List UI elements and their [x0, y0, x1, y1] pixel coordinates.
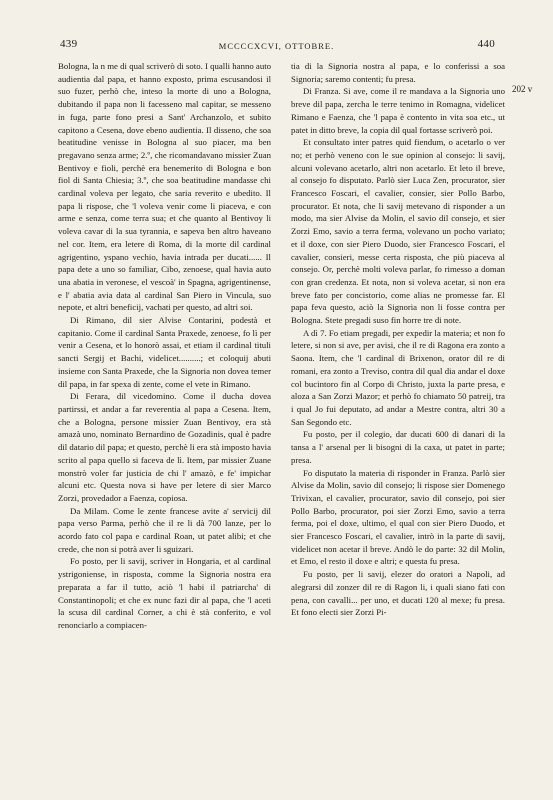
- right-column: [291, 60, 505, 619]
- paragraph: Bologna, la n me di qual scriverò di soto. I qualli hanno auto audientia dal papa, et hanno exposto, prima escusandosi il suo fuzer, perhò che, inteso la morte di uno a Bologna, dubitando il papa non li facesseno mal capitar, se messeno in fuga, parte fono presi a Sant' Archanzolo, et subito capitono a Cesena, dove ebeno audientia. Il disseno, che soa beatitudine venisse in Bologna al suo piacer, ma ben pregavano senza arme; 2.º, che ricomandavano missier Zuan Bentivoy e fioli, perchè era benemerito di Bologna e bon fiol di Santa Chiesia; 3.º, che soa beatitudine mandasse chi cardinal voleva per legato, che saria reverito e ubedito. Il papa li rispose, che 'l voleva venir come li piaceva, e con arme e senza, come terra sua; et che quanto al Bentivoy li voleva cavar di la sua tyrannia, e sapeva ben altro haveano nel cor. Item, era letere di Roma, di la morte dil cardinal agrigentino, yspano vechio, havia intrada per ducati...... Il papa dete a uno so familiar, Cibo, zenoese, qual havia auto una abatia in veronese, el vescoà' in Spagna, agrigentinense, e l' abatia avia data al cardinal San Piero in Vincula, suo nepote, et altri beneficij, vachati per questo, ad altri soi.: [58, 61, 271, 313]
- paragraph: Fo posto, per li savij, scriver in Hongaria, et al cardinal ystrigoniense, in risposta, comme la Signoria nostra era preparata a far il tutto, aciò 'l habi il patriarcha' di Constantinopoli; et che ex nunc fazi dir al papa, che 'l aceti la scusa dil cardinal Corner, a chi è stà conferito, e vol renonciarlo a compiacen-: [58, 556, 271, 630]
- paragraph: Di Ferara, dil vicedomino. Come il ducha dovea partirssi, et andar a far reverentia al papa a Cesena. Item, che a Bologna, persone missier Zuan Bentivoy, era stà amazà uno, nominato Bernardino de Gozadinis, qual è padre dil datario dil papa; et questo, perchè li era stà imposto havia scrito al papa quello si faceva de lì. Item, par missier Zuane monstrò voler far justicia de chi l' amazò, e fe' impichar alcuni etc. Questa nova si have per letere di sier Marco Zorzi, provedador a Faenza, copiosa.: [58, 391, 271, 503]
- paragraph: A dì 7. Fo etiam pregadi, per expedir la materia; et non fo letere, si non si ave, per avisi, che il re di Ragona era zonto a Saona. Item, che 'l cardinal di Brixenon, orator dil re di romani, era zonto a Treviso, contra dil qual dia andar el doxe col bucintoro fin al Corpo di Christo, juxta la parte presa, e aloza a San Zorzi Mazor; et perhò fo chiamato 50 patreij, tra i qual Jo fui deputato, ad andar a Mestre contra, altri 30 a San Segondo etc.: [291, 327, 505, 427]
- paragraph: Fo disputato la materia di risponder in Franza. Parlò sier Alvise da Molin, savio dil consejo; li rispose sier Domenego Trivixan, el cavalier, procurator, savio dil consejo, poi sier Pollo Barbo, procurator, poi sier Zorzi Emo, savio a terra ferma, poi el doxe, ultimo, el qual con sier Piero Duodo, et sier Francesco Foscari, el cavalier, intrò in la parte di savij, videlicet non acetar il breve. Andò le do parte: 32 dil Molin, et Emo, el resto il doxe e altri; e questa fu presa.: [291, 467, 505, 567]
- paragraph: Fu posto, per il colegio, dar ducati 600 di danari di la tansa a l' arsenal per li bisogni di la caxa, ut patet in parte; presa.: [291, 429, 505, 465]
- paragraph: Et consultato inter patres quid fiendum, o acetarlo o ver no; et perhò veneno con le sue opinion al consejo: li savij, alcuni volevano acetarlo, altri non acetarlo. Et leto il breve, al consejo fo disputato. Parlò sier Luca Zen, procurator, sier Francesco Foscari, el cavalier, consier, sier Pollo Barbo, procurator. Et nota, che li savij metevano di risponder a un modo, ma sier Alvise da Molin, el savio dil consejo, et sier Zorzi Emo, savio a terra ferma, volevano un pocho variato; et il doxe, con sier Piero Duodo, sier Francesco Foscari, el cavalier, consieri, messe certa risposta, che più piaceva al consejo. Or, perchè molti voleva parlar, fo rimesso a doman con gran credenza. Et nota, non si voleva acetar, si non era breve fato per concistorio, come alias ne promesse far. El papa feva questo, aciò la Signoria non li fosse contra per Bologna. Stete pregadi suso fin horre tre di note.: [291, 137, 505, 326]
- paragraph: Di Rimano, dil sier Alvise Contarini, podestà et capitanio. Come il cardinal Santa Praxede, zenoese, fo lì per venir a Cesena, et lo honorò assai, et etiam il cardinal tituli sancti Sergij et Bachi, videlicet..........; et coloquij abuti insieme con Santa Praxede, che la Signoria non dovea temer dil papa, in far spexa di zente, come el vete in Rimano.: [58, 315, 271, 389]
- paragraph: Da Milam. Come le zente francese avite a' servicij dil papa verso Parma, perhò che il re li dà 700 lanze, per lo acordo fato col papa e cardinal Roan, ut patet alibi; et che crede, che non si potrà aver li sguizari.: [58, 505, 271, 554]
- margin-note: 202 v: [512, 84, 533, 94]
- paragraph: Di Franza. Si ave, come il re mandava a la Signoria uno breve dil papa, zercha le terre tenimo in Romagna, videlicet Rimano e Faenza, che 'l papa è contento in vita soa etc., ut patet in ditto breve, la copia dil qual fortasse scriverò poi.: [291, 86, 505, 135]
- page-number-right: 440: [477, 38, 495, 50]
- left-column: [58, 60, 271, 632]
- paragraph: Fu posto, per li savij, elezer do oratori a Napoli, ad alegrarsi dil zonzer dil re di Ragon li, i quali siano fati con pena, con cavalli... per uno, et ducati 120 al mexe; fu presa. Et fono electi sier Zorzi Pi-: [291, 569, 505, 618]
- page-number-left: 439: [60, 38, 78, 50]
- paragraph: tia di la Signoria nostra al papa, e lo conferissi a soa Signoria; saremo contenti; fu presa.: [291, 61, 505, 84]
- running-title: MCCCCXCVI, OTTOBRE.: [218, 41, 335, 51]
